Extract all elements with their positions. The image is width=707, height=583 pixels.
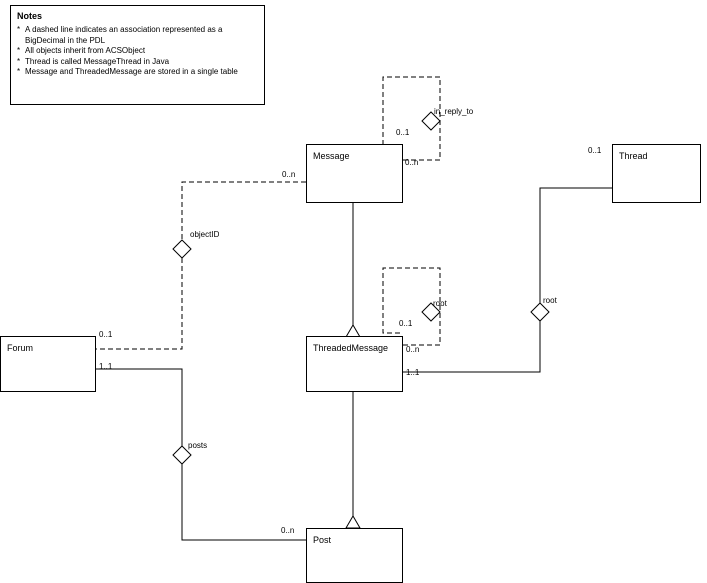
class-name: Message bbox=[313, 151, 350, 161]
note-item: * A dashed line indicates an association represented as a BigDecimal in the PDL bbox=[17, 25, 258, 46]
notes-box bbox=[10, 5, 265, 105]
note-item: * Thread is called MessageThread in Java bbox=[17, 57, 258, 68]
multiplicity-message-objectid: 0..n bbox=[282, 170, 296, 179]
class-box-threadedmessage[interactable] bbox=[306, 336, 403, 392]
multiplicity-thread-root: 0..1 bbox=[588, 146, 602, 155]
assoc-name-objectid: objectID bbox=[190, 230, 220, 239]
note-item: * Message and ThreadedMessage are stored in a single table bbox=[17, 67, 258, 78]
notes-title: Notes bbox=[17, 11, 43, 21]
multiplicity-forum-posts: 1..1 bbox=[99, 362, 113, 371]
multiplicity-forum-objectid: 0..1 bbox=[99, 330, 113, 339]
multiplicity-threadedmessage-self-source: 0..1 bbox=[399, 319, 413, 328]
class-box-message[interactable] bbox=[306, 144, 403, 203]
multiplicity-message-self-target: 0..n bbox=[405, 158, 419, 167]
multiplicity-threadedmessage-root: 1..1 bbox=[406, 368, 420, 377]
class-box-thread[interactable] bbox=[612, 144, 701, 203]
note-item: * All objects inherit from ACSObject bbox=[17, 46, 258, 57]
class-box-forum[interactable] bbox=[0, 336, 96, 392]
class-name: Forum bbox=[7, 343, 34, 353]
multiplicity-message-self-source: 0..1 bbox=[396, 128, 410, 137]
class-name: ThreadedMessage bbox=[313, 343, 389, 353]
assoc-name-in-reply-to: in_reply_to bbox=[434, 107, 474, 116]
class-name: Post bbox=[313, 535, 332, 545]
assoc-name-root-self: root bbox=[433, 299, 447, 308]
assoc-name-root-thread: root bbox=[543, 296, 557, 305]
notes-list bbox=[17, 25, 258, 78]
multiplicity-post-posts: 0..n bbox=[281, 526, 295, 535]
class-name: Thread bbox=[619, 151, 648, 161]
multiplicity-threadedmessage-self-target: 0..n bbox=[406, 345, 420, 354]
class-box-post[interactable] bbox=[306, 528, 403, 583]
assoc-name-posts: posts bbox=[188, 441, 208, 450]
